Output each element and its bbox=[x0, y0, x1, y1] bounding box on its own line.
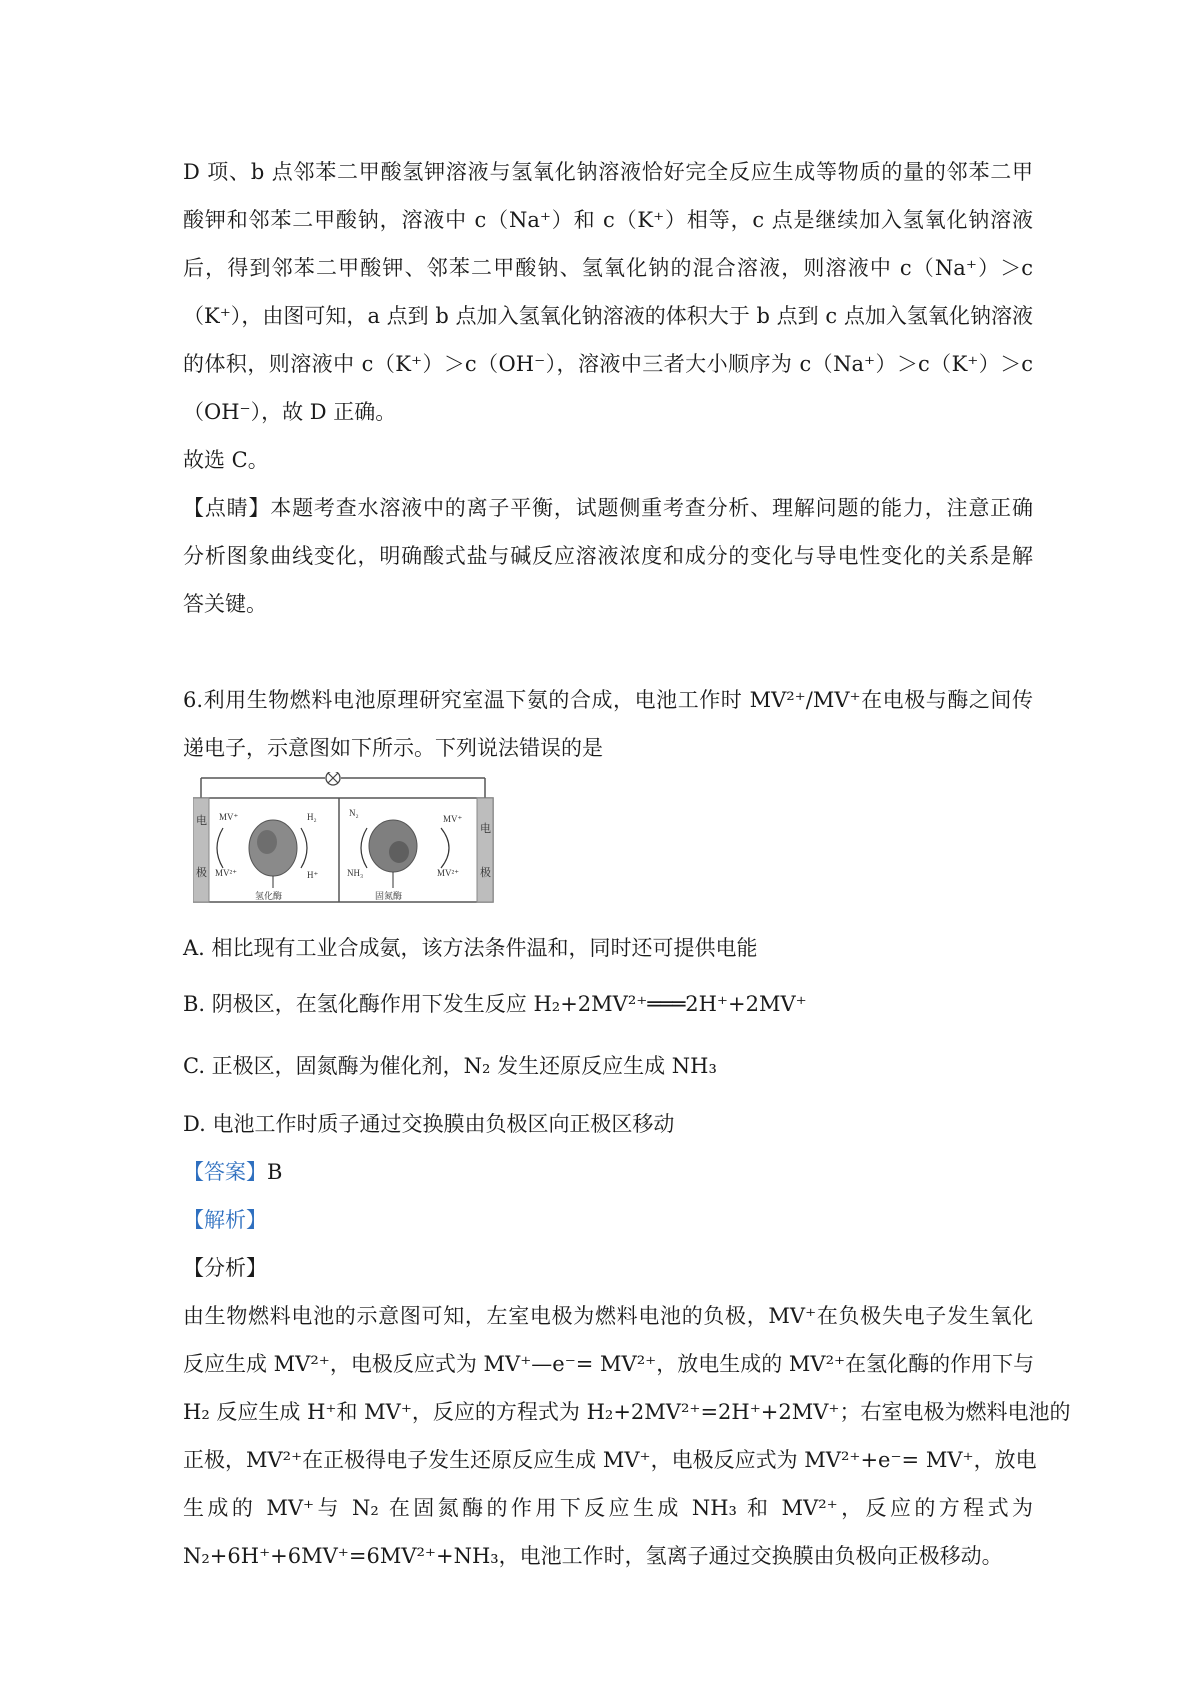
left-electrode-label-bottom: 极 bbox=[196, 867, 207, 879]
discussion-line-5: 的体积，则溶液中 c（K⁺）＞c（OH⁻），溶液中三者大小顺序为 c（Na⁺）＞c（K⁺）＞c bbox=[183, 352, 1033, 376]
analysis-line-6: N₂+6H⁺+6MV⁺=6MV²⁺+NH₃，电池工作时，氢离子通过交换膜由负极向正极移动。 bbox=[183, 1544, 1003, 1568]
fuel-cell-diagram bbox=[193, 772, 513, 912]
hydrogenase-label: 氢化酶 bbox=[255, 891, 283, 901]
choose-answer-line: 故选 C。 bbox=[183, 448, 269, 472]
discussion-line-4: （K⁺），由图可知，a 点到 b 点加入氢氧化钠溶液的体积大于 b 点到 c 点加入氢氧化钠溶液 bbox=[183, 304, 1033, 328]
comment-line-1: 【点睛】本题考查水溶液中的离子平衡，试题侧重考查分析、理解问题的能力，注意正确 bbox=[183, 496, 1033, 520]
discussion-line-6: （OH⁻），故 D 正确。 bbox=[183, 400, 397, 424]
option-c: C. 正极区，固氮酶为催化剂，N₂ 发生还原反应生成 NH₃ bbox=[183, 1054, 717, 1078]
discussion-line-1: D 项、b 点邻苯二甲酸氢钾溶液与氢氧化钠溶液恰好完全反应生成等物质的量的邻苯二甲 bbox=[183, 160, 1033, 184]
option-d: D. 电池工作时质子通过交换膜由负极区向正极区移动 bbox=[183, 1112, 675, 1136]
bulb-icon bbox=[326, 772, 340, 785]
analysis-line-2: 反应生成 MV²⁺，电极反应式为 MV⁺—e⁻= MV²⁺，放电生成的 MV²⁺在氢化酶的作用下与 bbox=[183, 1352, 1035, 1376]
right-electrode bbox=[477, 798, 493, 902]
left-mv-plus-label: MV⁺ bbox=[219, 812, 239, 822]
right-mv2-label: MV²⁺ bbox=[437, 868, 459, 878]
analysis-label: 【解析】 bbox=[183, 1208, 267, 1232]
n2-label: N₂ bbox=[349, 808, 359, 818]
answer-line bbox=[183, 1156, 1033, 1186]
fenxi-label: 【分析】 bbox=[183, 1256, 267, 1280]
option-a: A. 相比现有工业合成氨，该方法条件温和，同时还可提供电能 bbox=[183, 936, 758, 960]
h-plus-label: H⁺ bbox=[307, 870, 319, 880]
left-mv2-label: MV²⁺ bbox=[215, 868, 237, 878]
nitrogenase-label: 固氮酶 bbox=[375, 891, 403, 901]
discussion-line-2: 酸钾和邻苯二甲酸钠，溶液中 c（Na⁺）和 c（K⁺）相等，c 点是继续加入氢氧化钠溶液 bbox=[183, 208, 1033, 232]
h2-label: H₂ bbox=[307, 812, 317, 822]
left-electrode-label-top: 电 bbox=[196, 815, 207, 827]
right-electrode-label-top: 电 bbox=[480, 823, 491, 835]
answer-value: B bbox=[267, 1160, 283, 1184]
option-b: B. 阴极区，在氢化酶作用下发生反应 H₂+2MV²⁺═══2H⁺+2MV⁺ bbox=[183, 992, 807, 1016]
analysis-line-4: 正极，MV²⁺在正极得电子发生还原反应生成 MV⁺，电极反应式为 MV²⁺+e⁻= MV⁺，放电 bbox=[183, 1448, 1037, 1472]
analysis-line-1: 由生物燃料电池的示意图可知，左室电极为燃料电池的负极，MV⁺在负极失电子发生氧化 bbox=[183, 1304, 1033, 1328]
comment-line-2: 分析图象曲线变化，明确酸式盐与碱反应溶液浓度和成分的变化与导电性变化的关系是解 bbox=[183, 544, 1033, 568]
left-electrode bbox=[193, 798, 209, 902]
answer-label: 【答案】 bbox=[183, 1160, 267, 1184]
question-6-line-2: 递电子，示意图如下所示。下列说法错误的是 bbox=[183, 736, 603, 760]
analysis-line-5: 生成的 MV⁺与 N₂ 在固氮酶的作用下反应生成 NH₃ 和 MV²⁺，反应的方程式为 bbox=[183, 1496, 1033, 1520]
right-electrode-label-bottom: 极 bbox=[480, 867, 491, 879]
discussion-line-3: 后，得到邻苯二甲酸钾、邻苯二甲酸钠、氢氧化钠的混合溶液，则溶液中 c（Na⁺）＞c bbox=[183, 256, 1033, 280]
question-6-line-1: 6.利用生物燃料电池原理研究室温下氨的合成，电池工作时 MV²⁺/MV⁺在电极与酶之间传 bbox=[183, 688, 1033, 712]
analysis-line-3: H₂ 反应生成 H⁺和 MV⁺，反应的方程式为 H₂+2MV²⁺=2H⁺+2MV⁺；右室电极为燃料电池的 bbox=[183, 1400, 1071, 1424]
nh3-label: NH₃ bbox=[347, 868, 364, 878]
comment-line-3: 答关键。 bbox=[183, 592, 267, 616]
right-mv-plus-label: MV⁺ bbox=[443, 814, 463, 824]
